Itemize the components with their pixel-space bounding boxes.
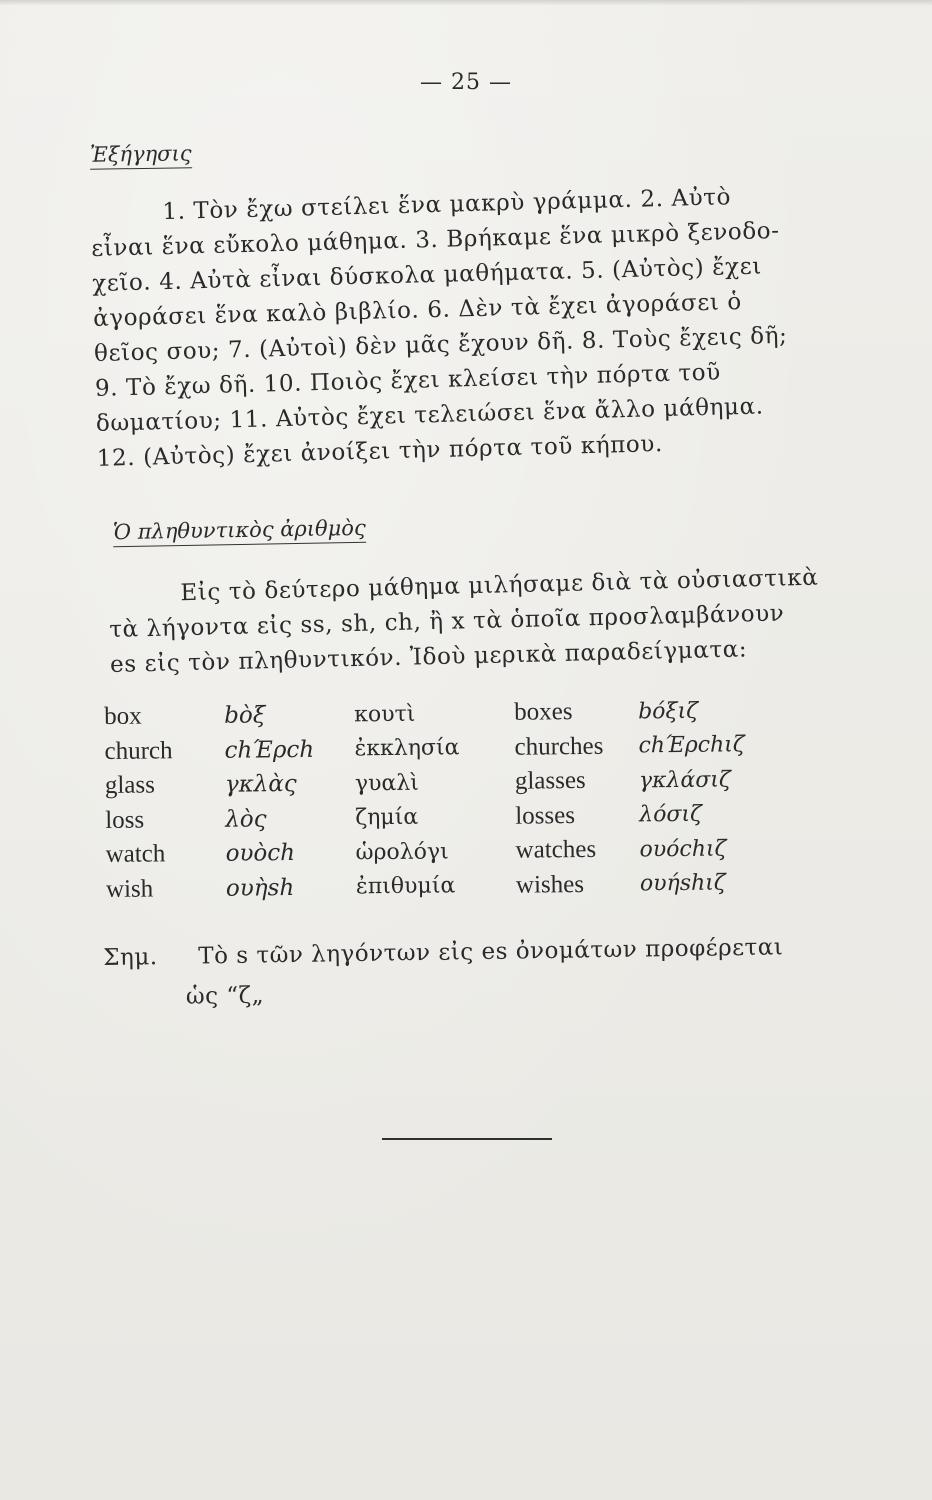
plural-word: boxes [514, 698, 573, 726]
plural-examples-table [104, 693, 750, 907]
plural-word: churches [514, 732, 604, 761]
singular-pronunciation: ουὸch [225, 840, 296, 867]
singular-pronunciation: ουὴsh [225, 874, 295, 902]
singular-word: watch [105, 840, 166, 869]
singular-pronunciation: γκλὰς [224, 771, 297, 798]
plural-pronunciation: chΈρchιζ [638, 732, 745, 759]
plural-word: wishes [515, 870, 585, 899]
singular-word: loss [105, 806, 145, 834]
section-heading-plural: Ὁ πληθυντικὸς ἀριθμὸς [113, 516, 366, 547]
greek-meaning: γυαλὶ [354, 770, 419, 797]
section-divider [382, 1138, 552, 1140]
paragraph-line: δωματίου; 11. Αὐτὸς ἔχει τελειώσει ἕνα ἄλλο μάθημα. [95, 393, 764, 437]
plural-paragraph [108, 560, 830, 683]
note-label: Σημ. [103, 944, 158, 971]
paragraph-line: ἀγοράσει ἕνα καλὸ βιβλίο. 6. Δὲν τὰ ἔχει ἀγοράσει ὁ [92, 288, 743, 332]
plural-pronunciation: λόσιζ [639, 801, 703, 828]
singular-pronunciation: chΈρch [224, 736, 315, 764]
paragraph-line: εἶναι ἕνα εὔκολο μάθημα. 3. Βρήκαμε ἕνα μικρὸ ξενοδο- [91, 217, 780, 262]
paragraph-line: 9. Τὸ ἔχω δῆ. 10. Ποιὸς ἔχει κλείσει τὴν πόρτα τοῦ [94, 359, 722, 402]
exercises-paragraph [90, 179, 797, 477]
paragraph-line: χεῖο. 4. Αὐτὰ εἶναι δύσκολα μαθήματα. 5. (Αὐτὸς) ἔχει [91, 253, 763, 297]
greek-meaning: ἐκκλησία [354, 735, 460, 762]
top-shadow [0, 0, 932, 6]
note-line: ὡς “ζ„ [185, 982, 265, 1010]
plural-word: watches [515, 836, 597, 864]
plural-word: glasses [514, 767, 586, 795]
singular-pronunciation: bὸξ [224, 702, 266, 729]
singular-word: box [104, 702, 142, 731]
singular-word: church [104, 737, 173, 765]
paragraph-line: Εἰς τὸ δεύτερο μάθημα μιλήσαμε διὰ τὰ οὐσιαστικὰ [180, 564, 819, 607]
plural-pronunciation: ουήshιζ [639, 870, 726, 897]
singular-pronunciation: λὸς [225, 806, 267, 833]
section-heading-exigisis: Ἐξήγησις [90, 141, 192, 169]
greek-meaning: ὡρολόγι [355, 839, 449, 866]
page-number: — 25 — [420, 70, 512, 95]
singular-word: wish [105, 875, 154, 903]
plural-pronunciation: bόξιζ [638, 698, 699, 725]
greek-meaning: κουτὶ [354, 701, 416, 728]
plural-word: losses [515, 801, 576, 830]
paragraph-line: 1. Τὸν ἔχω στείλει ἕνα μακρὺ γράμμα. 2. Αὐτὸ [162, 184, 732, 226]
greek-meaning: ζημία [355, 804, 419, 831]
paragraph-line: es εἰς τὸν πληθυντικόν. Ἰδοὺ μερικὰ παραδείγματα: [109, 636, 748, 678]
singular-word: glass [104, 771, 156, 800]
paragraph-line: τὰ λήγοντα εἰς ss, sh, ch, ἢ x τὰ ὁποῖα προσλαμβάνουν [108, 600, 785, 643]
note-line: Τὸ s τῶν ληγόντων εἰς es ὀνομάτων προφέρεται [198, 934, 784, 970]
paragraph-line: θεῖος σου; 7. (Αὐτοὶ) δὲν μᾶς ἔχουν δῆ. 8. Τοὺς ἔχεις δῆ; [93, 322, 788, 367]
paragraph-line: 12. (Αὐτὸς) ἔχει ἀνοίξει τὴν πόρτα τοῦ κήπου. [96, 431, 664, 472]
table-row [106, 866, 750, 907]
plural-pronunciation: γκλάσιζ [638, 767, 731, 794]
note [103, 926, 844, 1018]
greek-meaning: ἐπιθυμία [355, 873, 456, 900]
plural-pronunciation: ουόchιζ [639, 836, 727, 863]
